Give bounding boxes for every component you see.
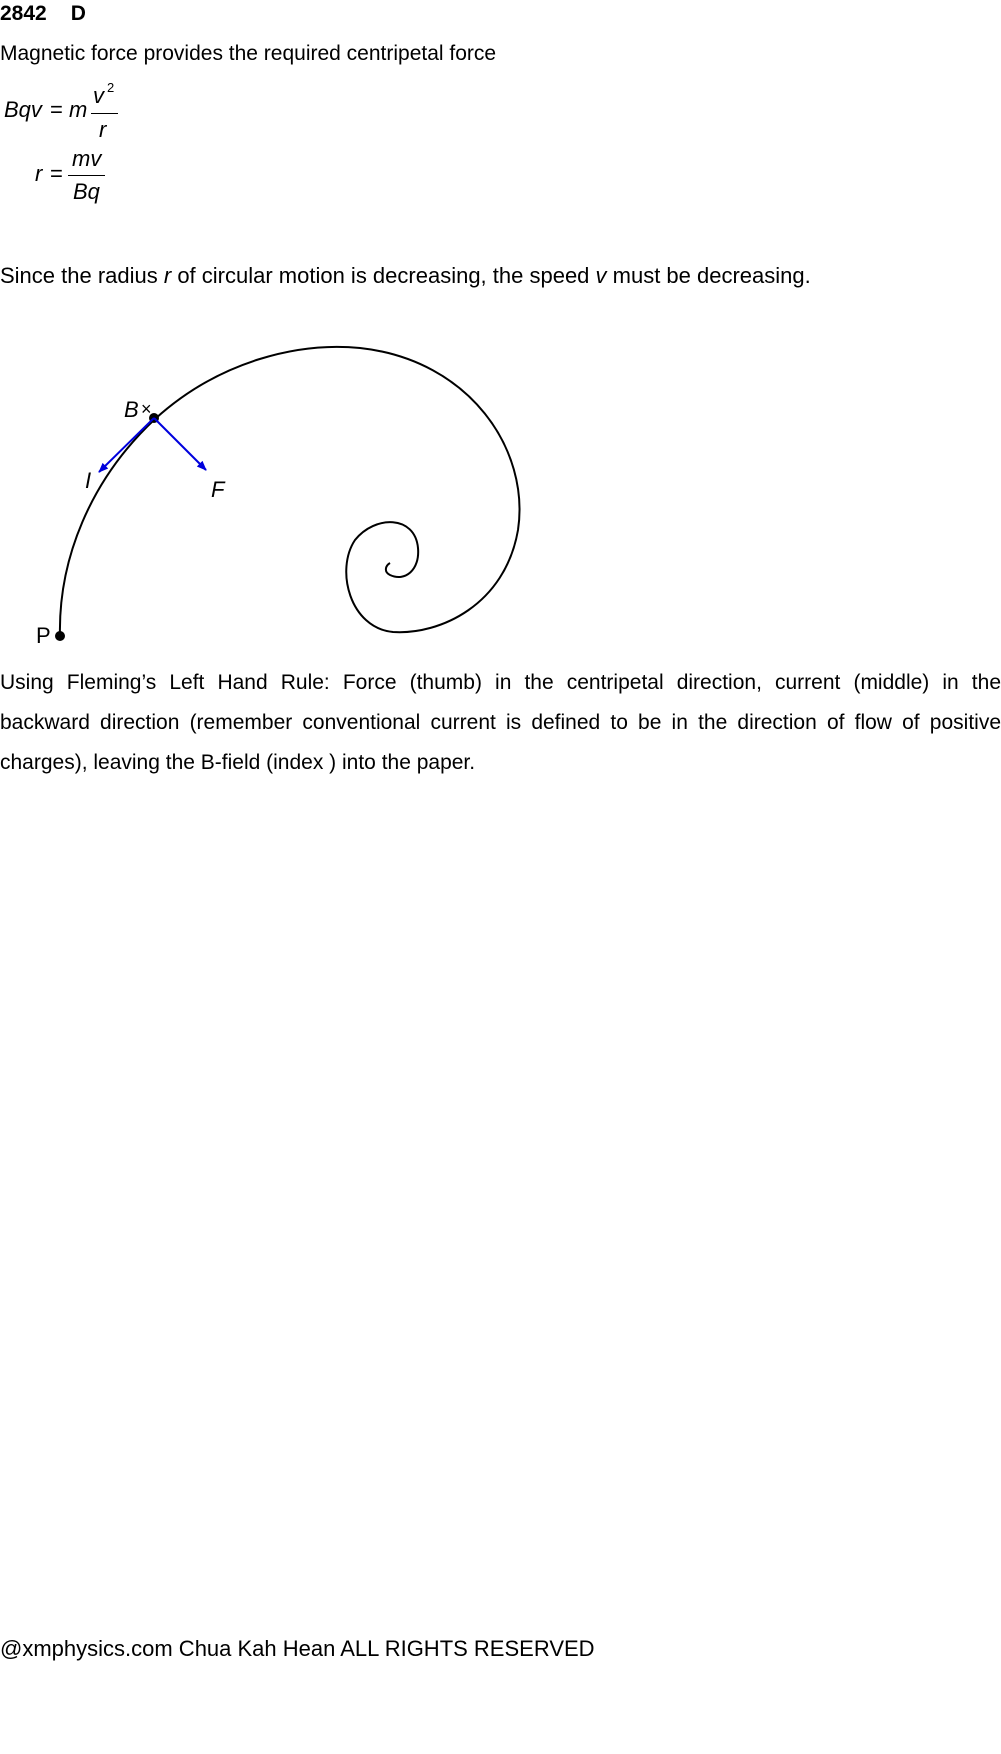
particle-spiral-path	[60, 347, 520, 637]
reasoning-part-2: of circular motion is decreasing, the speed	[171, 263, 596, 288]
reasoning-part-1: Since the radius	[0, 263, 164, 288]
question-number: 2842	[0, 2, 47, 25]
label-b-field: B	[124, 397, 139, 422]
label-force-f: F	[211, 477, 225, 502]
label-current-i: I	[85, 468, 92, 493]
intro-text: Magnetic force provides the required centripetal force	[0, 42, 497, 65]
eq2-equals: =	[50, 161, 63, 186]
reasoning-text	[0, 263, 811, 289]
explanation-line-3: charges), leaving the B-field (index ) into the paper.	[0, 751, 476, 774]
eq1-fraction-bar	[91, 113, 118, 114]
reasoning-v: v	[595, 263, 607, 288]
eq1-denominator: r	[99, 117, 107, 142]
label-point-p: P	[36, 623, 51, 648]
eq1-equals: =	[50, 97, 63, 122]
reasoning-part-3: must be decreasing.	[606, 263, 811, 288]
eq2-fraction-bar	[68, 175, 105, 176]
answer-letter: D	[70, 2, 86, 25]
explanation-paragraph	[0, 663, 1001, 783]
spiral-path-diagram	[0, 330, 560, 660]
eq1-mass: m	[69, 97, 88, 122]
explanation-line-1: Using Fleming’s Left Hand Rule: Force (thumb) in the centripetal direction, current (middle) in the	[0, 671, 1001, 694]
question-heading	[0, 2, 86, 26]
copyright-footer: @xmphysics.com Chua Kah Hean ALL RIGHTS RESERVED	[0, 1636, 595, 1661]
eq2-lhs: r	[35, 161, 43, 186]
eq1-numerator: v	[93, 83, 104, 108]
eq1-exponent: 2	[107, 80, 115, 95]
eq2-numerator: mv	[72, 146, 102, 171]
eq1-lhs: Bqv	[4, 97, 42, 122]
force-arrow-f	[154, 418, 206, 470]
start-point-p	[55, 631, 65, 641]
reasoning-r: r	[163, 263, 172, 288]
eq2-denominator: Bq	[73, 179, 100, 204]
current-arrow-i	[99, 418, 154, 472]
explanation-line-2: backward direction (remember conventional current is defined to be in the direction of flow of positive	[0, 711, 1001, 734]
label-b-cross: ×	[141, 399, 152, 419]
